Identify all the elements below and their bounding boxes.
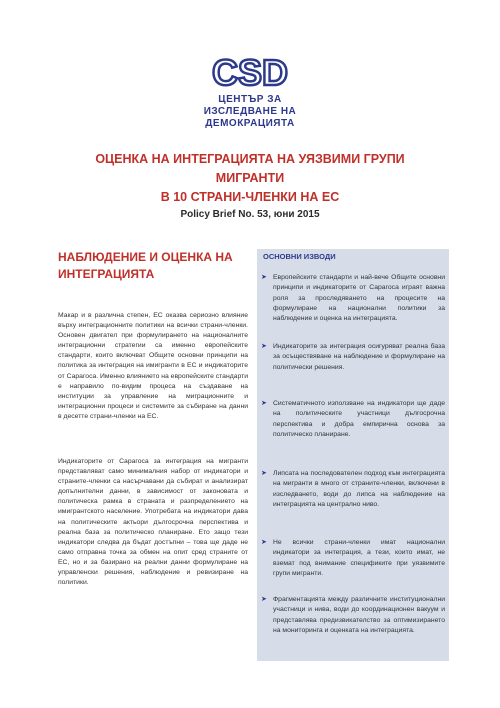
body-paragraph: Индикаторите от Сарагоса за интеграция на мигранти представляват само минималния набор от индикатори и страните-членки са насърчавани да събират и анализират допълнителни данни, в зависимост от законовата и политическа рамка в страната и разпределението на имигрантското население. Употребата на индикатори дава на политическите актьори дългосрочна перспектива и реална база за политическо планиране. Ето защо тези индикатори следва да бъдат достъпни – това ще даде не само отправна точка за обмен на опит сред страните от ЕС, но и за базирано на реални данни формулиране на управленски решения, наблюдение и ревизиране на политики. xyxy=(58,458,248,587)
section-heading-line: НАБЛЮДЕНИЕ И ОЦЕНКА НА xyxy=(58,250,233,264)
finding-item xyxy=(261,399,445,440)
finding-text: Фрагментацията между различните институционални участници и нива, води до координационен вакуум и представлява предизвикателство за оптимизирането на мониторинга и оценката на интеграцията. xyxy=(273,596,445,634)
finding-text: Систематичното използване на индикатори ще даде на политическите участници дългосрочна перспектива и добра емпирична основа за политическо планиране. xyxy=(273,400,445,438)
csd-logo xyxy=(0,52,500,92)
title-line: В 10 СТРАНИ-ЧЛЕНКИ НА ЕС xyxy=(160,190,340,204)
finding-text: Индикаторите за интеграция осигуряват реална база за осъществяване на наблюдение и формулиране на политически решения. xyxy=(273,343,445,371)
csd-logo-letters: CSD xyxy=(211,52,289,92)
arrow-bullet-icon: ➤ xyxy=(261,274,267,281)
key-findings-title: ОСНОВНИ ИЗВОДИ xyxy=(263,252,336,261)
logo-line: ДЕМОКРАЦИЯТА xyxy=(205,118,295,129)
section-heading xyxy=(58,249,248,283)
finding-text: Европейските стандарти и най-вече Общите основни принципи и индикаторите от Сарагоса играят важна роля за проследяването на процесите на формулиране на национални политики за наблюдение и оценка на интеграцията. xyxy=(273,274,445,323)
arrow-bullet-icon: ➤ xyxy=(261,400,267,407)
body-paragraph: Макар и в различна степен, ЕС оказва сериозно влияние върху интеграционните политики на всички страни-членки. Основен двигател при формулирането на националните интеграционни стратегии са именно европейските стандарти, които включват Общите основни принципи на политика за интеграция на имигранти в ЕС и индикаторите от Сарагоса. Именно влиянието на европейските стандарти е направило по-видим процеса на създаване на институции за управление на миграционните и интеграционни процеси и системите за събиране на данни в десетте страни-членки на ЕС. xyxy=(58,312,249,420)
csd-logo-mark xyxy=(190,52,310,92)
title-line: ОЦЕНКА НА ИНТЕГРАЦИЯТА НА УЯЗВИМИ ГРУПИ МИГРАНТИ xyxy=(95,152,405,185)
logo-line: ИЗСЛЕДВАНЕ НА xyxy=(203,106,297,117)
finding-text: Не всички страни-членки имат национални индикатори за интеграция, а тези, които имат, не вземат под внимание спецификите при уязвимите групи мигранти. xyxy=(273,539,445,577)
arrow-bullet-icon: ➤ xyxy=(261,343,267,350)
section-heading-line: ИНТЕГРАЦИЯТА xyxy=(58,267,155,281)
csd-logo-text xyxy=(0,94,500,130)
finding-item xyxy=(261,595,445,636)
policy-brief-number: Policy Brief No. 53, юни 2015 xyxy=(180,209,320,220)
document-title xyxy=(60,150,440,207)
finding-item xyxy=(261,538,445,579)
key-findings-box xyxy=(257,249,449,661)
arrow-bullet-icon: ➤ xyxy=(261,596,267,603)
finding-text: Липсата на последователен подход към интеграцията на мигранти в много от страните-членки, включени в изследването, води до липса на наблюдение на интеграцията на централно ниво. xyxy=(273,470,445,508)
arrow-bullet-icon: ➤ xyxy=(261,539,267,546)
finding-item xyxy=(261,273,445,324)
arrow-bullet-icon: ➤ xyxy=(261,470,267,477)
finding-item xyxy=(261,342,445,373)
finding-item xyxy=(261,469,445,510)
logo-line: ЦЕНТЪР ЗА xyxy=(218,94,282,105)
